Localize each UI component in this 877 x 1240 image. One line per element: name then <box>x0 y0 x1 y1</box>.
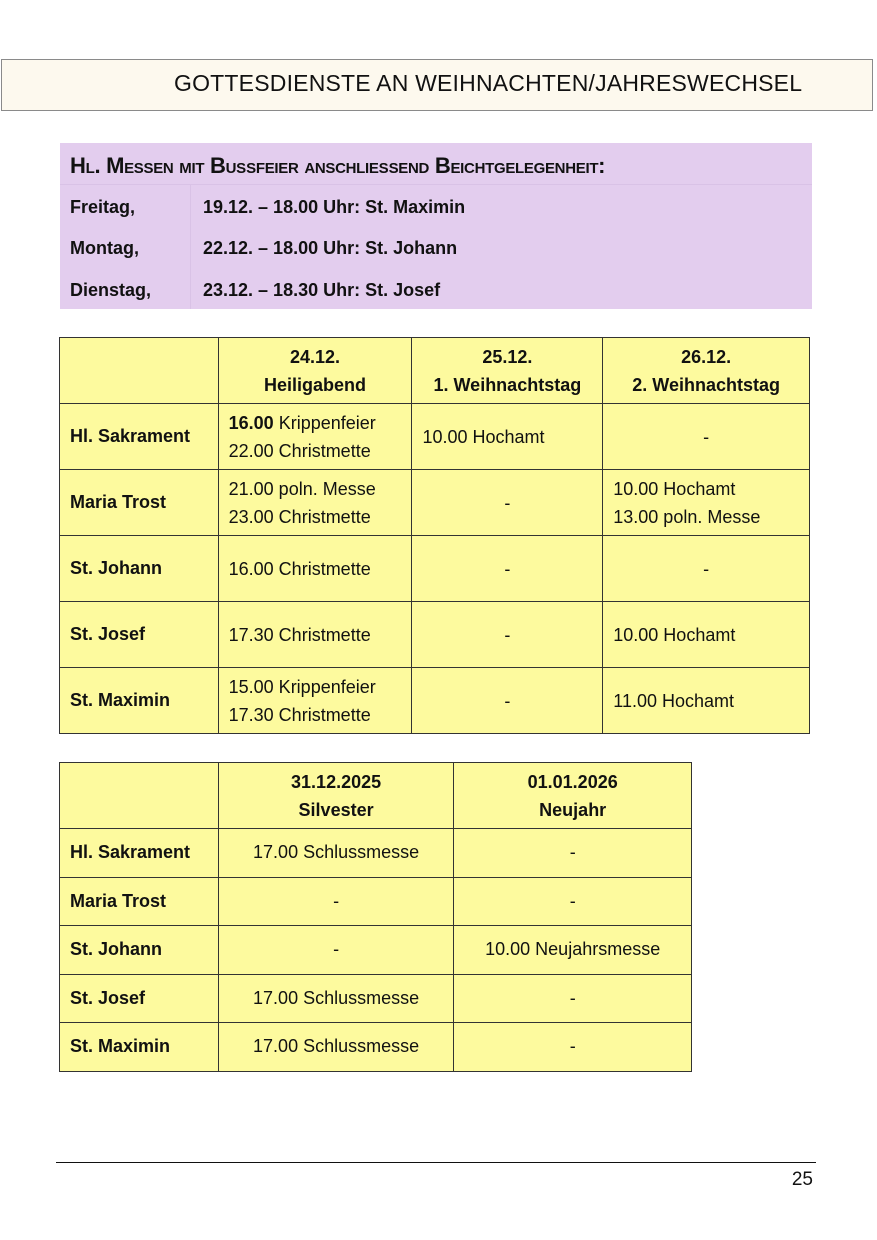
column-header <box>454 763 692 829</box>
church-name: St. Josef <box>60 602 219 668</box>
service-cell: - <box>454 1023 692 1072</box>
service-cell: - <box>218 877 454 926</box>
church-name: Maria Trost <box>60 877 219 926</box>
service-cell <box>603 668 810 734</box>
column-date: 24.12. <box>290 346 341 367</box>
confession-info: 22.12. – 18.00 Uhr: St. Johann <box>203 238 458 258</box>
corner-cell <box>60 338 219 404</box>
corner-cell <box>60 763 219 829</box>
column-header <box>218 763 454 829</box>
service-cell <box>603 536 810 602</box>
table-row <box>60 536 810 602</box>
column-name: Neujahr <box>539 799 607 820</box>
service-text: 23.00 Christmette <box>228 506 371 527</box>
service-cell: 17.00 Schlussmesse <box>218 1023 454 1072</box>
christmas-schedule-table <box>59 337 810 734</box>
table-row <box>60 877 692 926</box>
service-text: 10.00 Hochamt <box>613 624 736 645</box>
confession-box <box>60 143 812 309</box>
divider <box>60 184 812 185</box>
service-text: 11.00 Hochamt <box>613 690 735 711</box>
confession-day: Montag, <box>70 238 139 258</box>
service-text: - <box>504 624 511 645</box>
confession-heading: Hl. Messen mit Bußfeier anschließend Beichtgelegenheit: <box>70 153 606 178</box>
service-cell: 10.00 Neujahrsmesse <box>454 926 692 975</box>
service-time: 16.00 <box>228 412 274 433</box>
service-cell <box>603 602 810 668</box>
service-text: - <box>504 492 511 513</box>
service-cell <box>412 536 603 602</box>
service-text: 21.00 poln. Messe <box>228 478 376 499</box>
column-name: 2. Weihnachtstag <box>632 374 780 395</box>
service-cell <box>218 404 412 470</box>
table-row <box>60 926 692 975</box>
service-text: 17.30 Christmette <box>228 704 371 725</box>
table-row <box>60 974 692 1023</box>
footer-divider <box>56 1162 816 1163</box>
service-cell: - <box>218 926 454 975</box>
table-row <box>60 1023 692 1072</box>
service-text: 15.00 Krippenfeier <box>228 676 376 697</box>
column-date: 01.01.2026 <box>527 771 618 792</box>
service-text: - <box>703 558 710 579</box>
service-text: 22.00 Christmette <box>228 440 371 461</box>
column-header <box>218 338 412 404</box>
confession-row <box>60 230 812 270</box>
service-cell: - <box>454 974 692 1023</box>
church-name: St. Johann <box>60 536 219 602</box>
table-row <box>60 470 810 536</box>
confession-row <box>60 272 812 312</box>
table-row <box>60 404 810 470</box>
confession-row <box>60 189 812 229</box>
service-cell: 17.00 Schlussmesse <box>218 974 454 1023</box>
service-text: 17.30 Christmette <box>228 624 371 645</box>
service-cell: - <box>454 829 692 878</box>
column-header <box>603 338 810 404</box>
page-header <box>1 59 873 111</box>
service-text: 16.00 Christmette <box>228 558 371 579</box>
column-date: 31.12.2025 <box>291 771 382 792</box>
service-cell <box>412 404 603 470</box>
church-name: Hl. Sakrament <box>60 829 219 878</box>
service-cell: 17.00 Schlussmesse <box>218 829 454 878</box>
service-cell <box>218 536 412 602</box>
service-cell <box>412 470 603 536</box>
service-text: 10.00 Hochamt <box>422 426 545 447</box>
church-name: Hl. Sakrament <box>60 404 219 470</box>
table-row <box>60 602 810 668</box>
service-cell <box>412 668 603 734</box>
service-cell <box>218 602 412 668</box>
service-cell <box>412 602 603 668</box>
table-header-row <box>60 338 810 404</box>
column-date: 26.12. <box>681 346 732 367</box>
page-number: 25 <box>791 1169 813 1190</box>
column-name: Silvester <box>298 799 374 820</box>
column-header <box>412 338 603 404</box>
newyear-schedule-table <box>59 762 692 1072</box>
service-cell <box>603 404 810 470</box>
table-header-row <box>60 763 692 829</box>
column-name: Heiligabend <box>264 374 367 395</box>
service-text: - <box>504 690 511 711</box>
service-text: Krippenfeier <box>273 412 376 433</box>
church-name: St. Johann <box>60 926 219 975</box>
confession-day: Freitag, <box>70 197 136 217</box>
church-name: St. Josef <box>60 974 219 1023</box>
service-text: - <box>504 558 511 579</box>
service-text: 10.00 Hochamt <box>613 478 736 499</box>
column-date: 25.12. <box>482 346 533 367</box>
table-row <box>60 829 692 878</box>
confession-info: 19.12. – 18.00 Uhr: St. Maximin <box>203 197 466 217</box>
service-cell: - <box>454 877 692 926</box>
service-cell <box>218 470 412 536</box>
confession-day: Dienstag, <box>70 280 152 300</box>
church-name: St. Maximin <box>60 668 219 734</box>
service-cell <box>218 668 412 734</box>
service-text: 13.00 poln. Messe <box>613 506 761 527</box>
table-row <box>60 668 810 734</box>
church-name: St. Maximin <box>60 1023 219 1072</box>
service-cell <box>603 470 810 536</box>
church-name: Maria Trost <box>60 470 219 536</box>
page-title: GOTTESDIENSTE AN WEIHNACHTEN/JAHRESWECHSEL <box>174 70 803 96</box>
service-text: - <box>703 426 710 447</box>
column-name: 1. Weihnachtstag <box>433 374 582 395</box>
confession-info: 23.12. – 18.30 Uhr: St. Josef <box>203 280 441 300</box>
